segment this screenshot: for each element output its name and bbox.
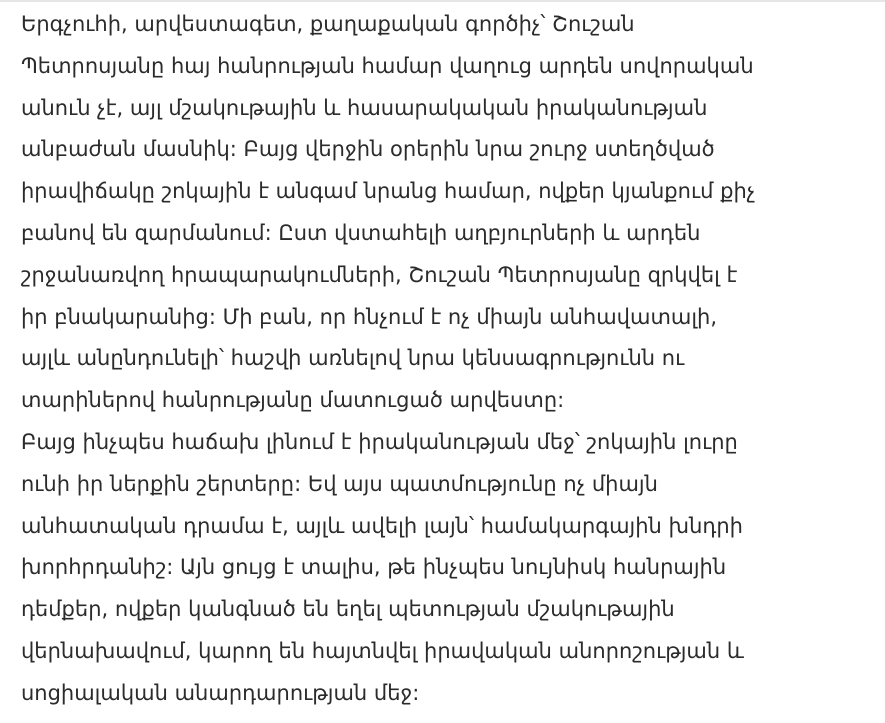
text-line: անհատական դրամա է, այլև ավելի լայն՝ համակարգային խնդրի bbox=[21, 513, 743, 538]
text-line: վերնախավում, կարող են հայտնվել իրավական անորոշության և bbox=[21, 638, 744, 663]
text-line: իրավիճակը շոկային է անգամ նրանց համար, ովքեր կյանքում քիչ bbox=[21, 179, 756, 204]
article-body bbox=[21, 4, 871, 715]
text-line: խորհրդանիշ: Այն ցույց է տալիս, թե ինչպես նույնիսկ հանրային bbox=[21, 555, 727, 580]
text-line: բանով են զարմանում: Ըստ վստահելի աղբյուրների և արդեն bbox=[21, 220, 701, 245]
text-line: Երգչուհի, արվեստագետ, քաղաքական գործիչ՝ Շուշան bbox=[21, 12, 635, 36]
text-line: ունի իր ներքին շերտերը: Եվ այս պատմությունը ոչ միայն bbox=[21, 471, 658, 496]
text-line: տարիներով հանրությանը մատուցած արվեստը: bbox=[21, 388, 565, 413]
paragraph-2 bbox=[21, 422, 871, 715]
text-line: սոցիալական անարդարության մեջ: bbox=[21, 680, 420, 705]
text-line: դեմքեր, ովքեր կանգնած են եղել պետության մշակութային bbox=[21, 597, 675, 622]
text-line: անբաժան մասնիկ: Բայց վերջին օրերին նրա շուրջ ստեղծված bbox=[21, 137, 715, 162]
text-line: Պետրոսյանը հայ հանրության համար վաղուց արդեն սովորական bbox=[21, 53, 754, 78]
text-line: Բայց ինչպես հաճախ լինում է իրականության մեջ՝ շոկային լուրը bbox=[21, 429, 738, 454]
text-line: իր բնակարանից: Մի բան, որ հնչում է ոչ միայն անհավատալի, bbox=[21, 304, 718, 329]
text-line: անուն չէ, այլ մշակութային և հասարակական իրականության bbox=[21, 95, 708, 120]
text-line: շրջանառվող հրապարակումների, Շուշան Պետրոսյանը զրկվել է bbox=[21, 262, 738, 287]
paragraph-1 bbox=[21, 4, 871, 422]
top-divider bbox=[0, 0, 885, 2]
text-line: այլև անընդունելի՝ հաշվի առնելով նրա կենսագրությունն ու bbox=[21, 346, 685, 371]
